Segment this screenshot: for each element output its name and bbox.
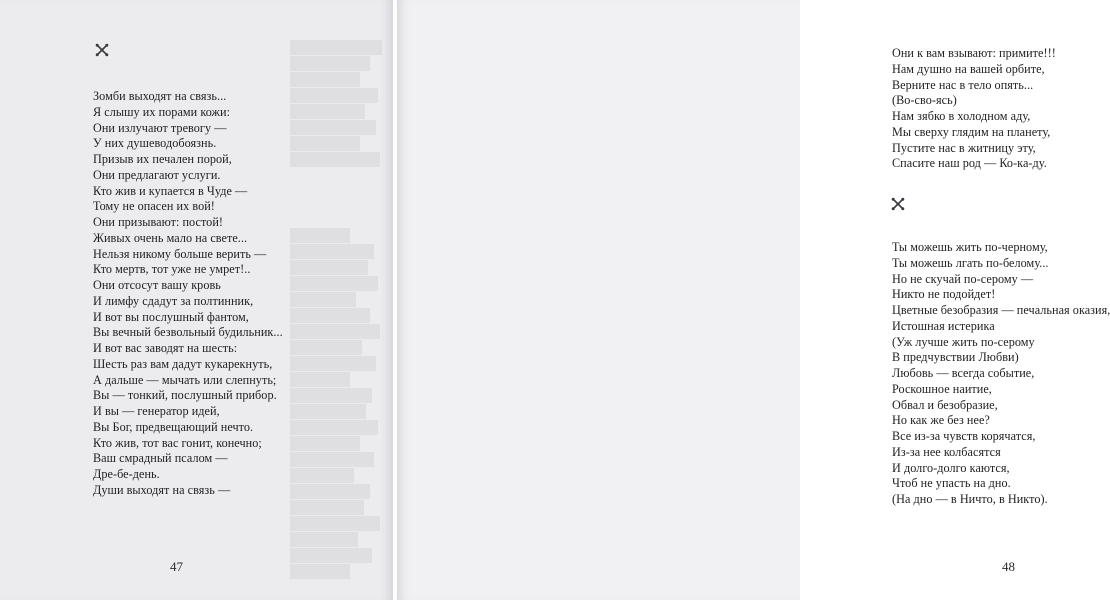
poem-line: Нам зябко в холодном аду, — [892, 109, 1031, 123]
poem-line: Но как же без нее? — [892, 413, 990, 428]
poem-line: У них душеводобоязнь. — [93, 136, 217, 151]
poem-line: Кто жив и купается в Чуде — — [93, 183, 248, 198]
poem-line: Роскошное наитие, — [892, 381, 992, 396]
poem-line: Ваш смрадный псалом — — [93, 451, 228, 466]
poem-line: Вы Бог, предвещающий нечто. — [93, 419, 254, 434]
fleuron-cross-icon — [891, 197, 905, 211]
poem-line: Они отсосут вашу кровь — [93, 278, 221, 292]
poem-line: Любовь — всегда событие, — [892, 366, 1035, 380]
page-number: 48 — [1002, 559, 1015, 574]
poem-line: В предчувствии Любви) — [892, 350, 1019, 365]
poem-line: Вы — тонкий, послушный прибор. — [93, 388, 277, 403]
poem-right-bottom-stanza — [892, 240, 1110, 508]
poem-line: Они предлагают услуги. — [93, 167, 221, 182]
poem-line: Нам душно на вашей орбите, — [892, 61, 1045, 76]
poem-line: Обвал и безобразие, — [892, 397, 998, 412]
poem-line: И лимфу сдадут за полтинник, — [93, 293, 254, 308]
poem-line: И вот вас заводят на шесть: — [93, 341, 238, 355]
left-page — [0, 0, 393, 600]
poem-line: И вы — генератор идей, — [93, 404, 220, 418]
poem-line: Зомби выходят на связь... — [93, 89, 227, 103]
poem-line: (Уж лучше жить по-серому — [892, 334, 1035, 349]
poem-line: Цветные безобразия — печальная оказия, — [892, 303, 1110, 317]
poem-line: Вы вечный безвольный будильник... — [93, 325, 283, 340]
poem-line: Шесть раз вам дадут кукарекнуть, — [93, 356, 273, 371]
poem-line: Они излучают тревогу — — [93, 120, 227, 135]
poem-line: Истошная истерика — [892, 318, 995, 333]
poem-line: Спасите наш род — Ко-ка-ду. — [892, 156, 1047, 171]
poem-line: (Во-сво-ясь) — [892, 93, 957, 108]
poem-line: Они призывают: постой! — [93, 215, 224, 229]
poem-line: Кто мертв, тот уже не умрет!.. — [93, 262, 251, 277]
bleed-through-text — [290, 40, 390, 580]
poem-line: Я слышу их порами кожи: — [93, 104, 231, 119]
poem-line: А дальше — мычать или слепнуть; — [93, 372, 277, 387]
poem-line: (На дно — в Ничто, в Никто). — [892, 492, 1048, 506]
poem-line: И вот вы послушный фантом, — [93, 309, 249, 324]
poem-line: Кто жив, тот вас гонит, конечно; — [93, 435, 262, 450]
poem-line: Нельзя никому больше верить — — [93, 246, 267, 261]
poem-line: Пустите нас в житницу эту, — [892, 140, 1036, 155]
poem-line: Верните нас в тело опять... — [892, 77, 1034, 92]
poem-line: Ты можешь жить по-черному, — [892, 240, 1048, 254]
poem-line: Призыв их печален порой, — [93, 152, 232, 166]
fleuron-cross-icon — [95, 43, 109, 57]
right-page — [397, 0, 1110, 600]
poem-line: И долго-долго каются, — [892, 460, 1010, 475]
poem-line: Мы сверху глядим на планету, — [892, 124, 1051, 139]
page-number: 47 — [170, 559, 183, 574]
poem-line: Души выходят на связь — — [93, 482, 231, 497]
poem-line: Из-за нее колбасятся — [892, 444, 1001, 459]
poem-line: Все из-за чувств корячатся, — [892, 429, 1036, 443]
poem-line: Но не скучай по-серому — — [892, 271, 1034, 286]
poem-line: Ты можешь лгать по-белому... — [892, 255, 1049, 270]
poem-line: Чтоб не упасть на дно. — [892, 476, 1011, 491]
poem-line: Дре-бе-день. — [93, 467, 160, 481]
poem-right-top-stanza — [892, 46, 1056, 172]
poem-left — [93, 89, 283, 499]
poem-line: Живых очень мало на свете... — [93, 230, 248, 245]
poem-line: Никто не подойдет! — [892, 287, 996, 302]
poem-line: Тому не опасен их вой! — [93, 199, 215, 214]
poem-line: Они к вам взывают: примите!!! — [892, 46, 1056, 60]
